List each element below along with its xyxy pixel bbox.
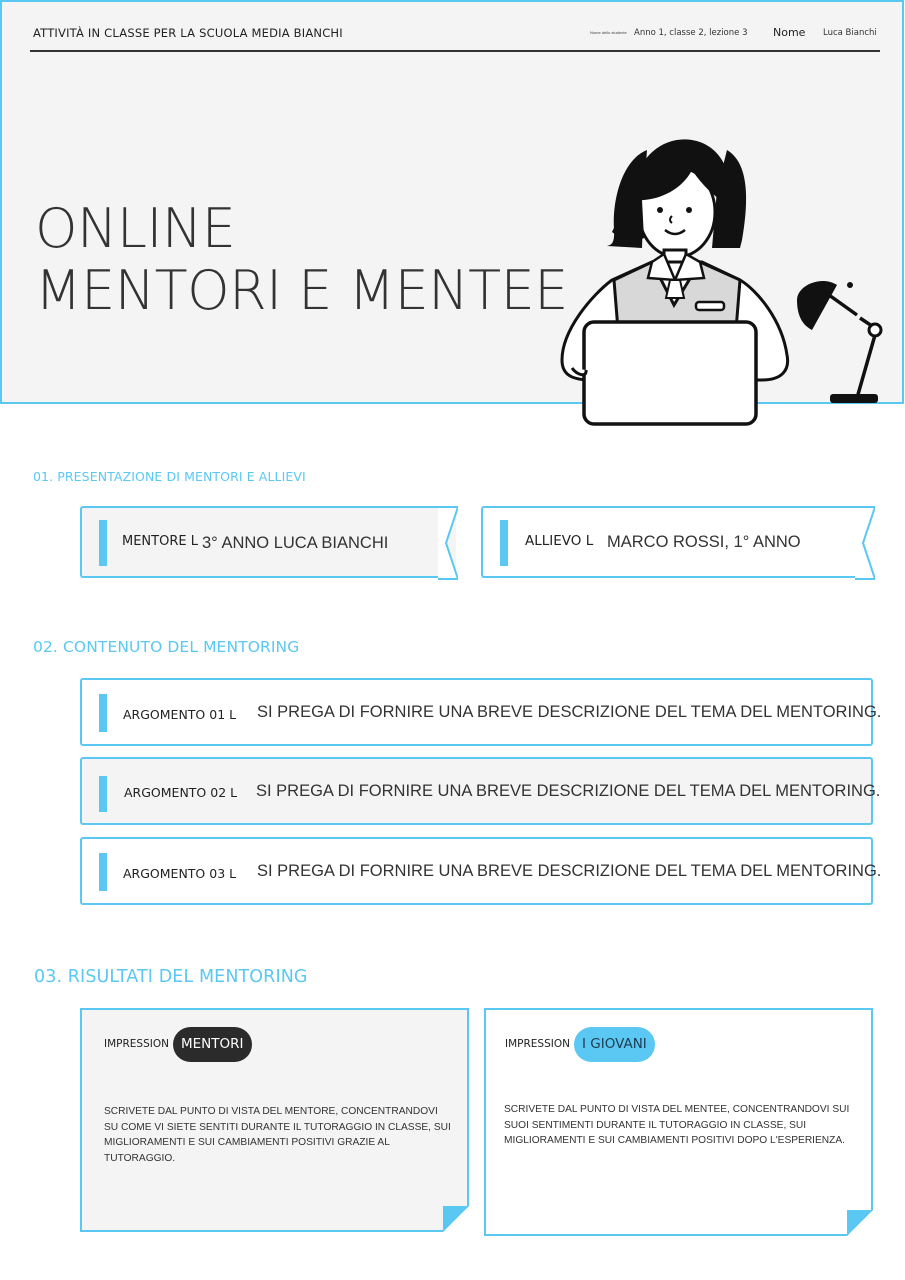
student-intro-box	[481, 506, 873, 578]
folded-corner-icon	[443, 1206, 469, 1232]
title-line-1: ONLINE	[35, 197, 236, 260]
name-value: Luca Bianchi	[823, 28, 877, 38]
page-title	[35, 198, 568, 322]
topic-box-2	[80, 757, 881, 825]
title-line-2: MENTORI E MENTEE	[35, 259, 568, 322]
topic-text: SI PREGA DI FORNIRE UNA BREVE DESCRIZIONE DEL TEMA DEL MENTORING.	[257, 862, 882, 880]
topic-label: ARGOMENTO 03 L	[123, 866, 237, 881]
ribbon-notch	[855, 506, 875, 580]
folded-corner-icon	[847, 1210, 873, 1236]
ribbon-notch	[438, 506, 458, 580]
mentor-impression-card	[80, 1008, 469, 1232]
student-value: MARCO ROSSI, 1° ANNO	[607, 533, 801, 551]
topic-box-3	[80, 837, 882, 905]
student-label: ALLIEVO L	[525, 533, 594, 549]
mentee-impression-text: SCRIVETE DAL PUNTO DI VISTA DEL MENTEE, CONCENTRANDOVI SUI SUOI SENTIMENTI DURANTE IL TUTORAGGIO IN CLASSE, SUI MIGLIORAMENTI E SUI CAMBIAMENTI POSITIVI DOPO L'ESPERIENZA.	[504, 1104, 850, 1146]
impression-label: IMPRESSION	[505, 1038, 570, 1050]
desk-lamp-icon	[797, 281, 881, 403]
student-label-small: Nome dello studente	[590, 30, 627, 35]
girl-with-laptop-illustration	[552, 130, 892, 430]
school-title: ATTIVITÀ IN CLASSE PER LA SCUOLA MEDIA BIANCHI	[33, 26, 343, 40]
mentor-pill: MENTORI	[173, 1027, 252, 1062]
topic-box-1	[80, 678, 882, 746]
mentee-pill: I GIOVANI	[574, 1027, 655, 1062]
section-3-heading: 03. RISULTATI DEL MENTORING	[34, 967, 308, 987]
mentor-value: 3° ANNO LUCA BIANCHI	[202, 534, 389, 552]
mentee-impression-card	[484, 1008, 873, 1236]
accent-bar	[99, 694, 107, 732]
section-1-heading: 01. PRESENTAZIONE DI MENTORI E ALLIEVI	[33, 469, 306, 484]
topic-text: SI PREGA DI FORNIRE UNA BREVE DESCRIZIONE DEL TEMA DEL MENTORING.	[256, 782, 881, 800]
accent-bar	[99, 520, 107, 566]
topic-label: ARGOMENTO 02 L	[124, 785, 238, 800]
class-info: Anno 1, classe 2, lezione 3	[634, 28, 748, 38]
topic-text: SI PREGA DI FORNIRE UNA BREVE DESCRIZIONE DEL TEMA DEL MENTORING.	[257, 703, 882, 721]
accent-bar	[99, 776, 107, 812]
mentor-intro-box	[80, 506, 456, 578]
name-label: Nome	[773, 26, 806, 39]
topic-label: ARGOMENTO 01 L	[123, 707, 237, 722]
header-divider	[30, 50, 880, 52]
mentor-label: MENTORE L	[122, 534, 198, 549]
section-2-heading: 02. CONTENUTO DEL MENTORING	[33, 638, 300, 656]
impression-label: IMPRESSION	[104, 1038, 169, 1050]
mentor-impression-text: SCRIVETE DAL PUNTO DI VISTA DEL MENTORE, CONCENTRANDOVI SU COME VI SIETE SENTITI DURANTE IL TUTORAGGIO IN CLASSE, SUI MIGLIORAMENTI E SUI CAMBIAMENTI POSITIVI GRAZIE AL TUTORAGGIO.	[104, 1106, 451, 1164]
accent-bar	[500, 520, 508, 566]
accent-bar	[99, 853, 107, 891]
